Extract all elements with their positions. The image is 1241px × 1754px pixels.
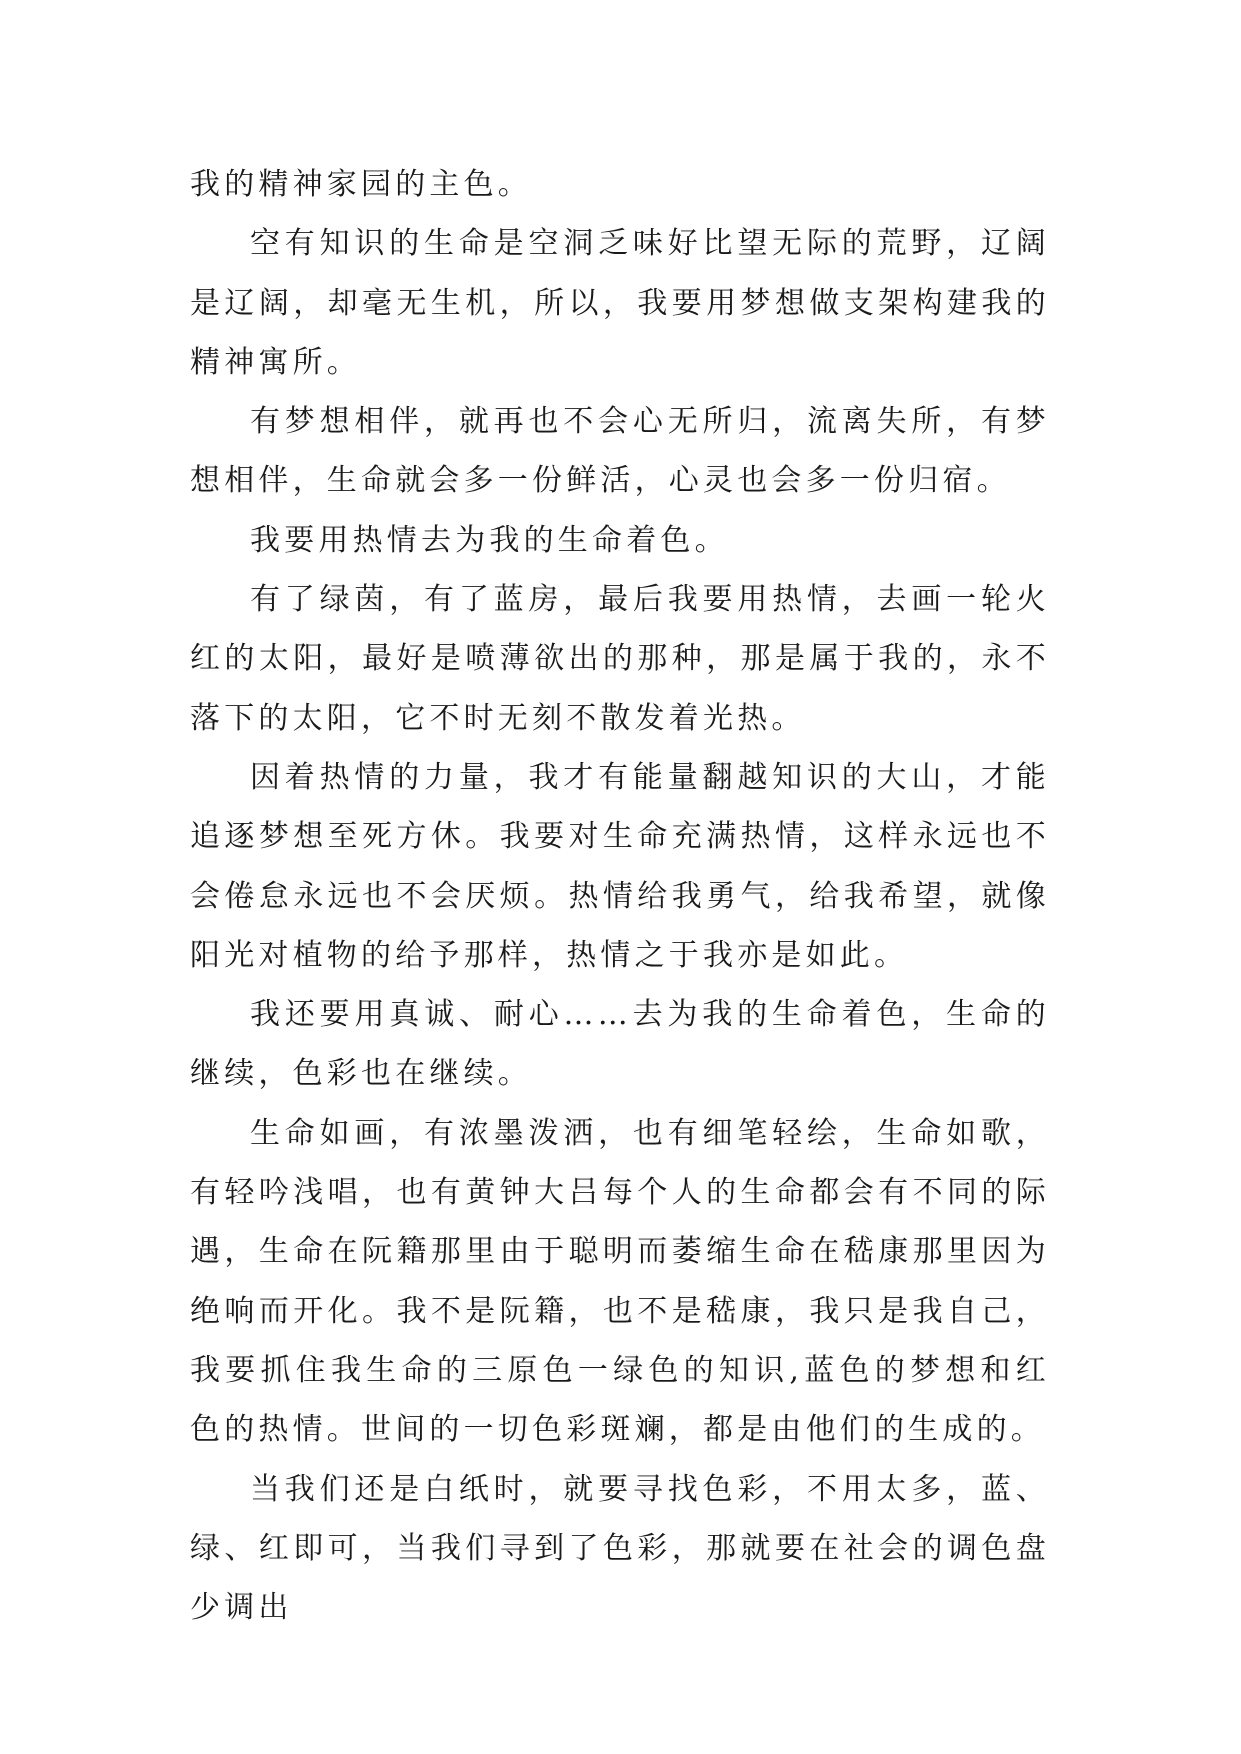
paragraph: 空有知识的生命是空洞乏味好比望无际的荒野，辽阔是辽阔，却毫无生机，所以，我要用梦想做支架构建我的精神寓所。 [190, 226, 1050, 380]
paragraph: 有梦想相伴，就再也不会心无所归，流离失所，有梦想相伴，生命就会多一份鲜活，心灵也会多一份归宿。 [190, 404, 1050, 499]
paragraph: 我要用热情去为我的生命着色。 [250, 522, 729, 558]
paragraph: 生命如画，有浓墨泼洒，也有细笔轻绘，生命如歌，有轻吟浅唱，也有黄钟大吕每个人的生命都会有不同的际遇，生命在阮籍那里由于聪明而萎缩生命在嵇康那里因为绝响而开化。我不是阮籍，也不是嵇康，我只是我自己，我要抓住我生命的三原色一绿色的知识,蓝色的梦想和红色的热情。世间的一切色彩斑斓，都是由他们的生成的。 [190, 1115, 1050, 1448]
paragraph: 有了绿茵，有了蓝房，最后我要用热情，去画一轮火红的太阳，最好是喷薄欲出的那种，那是属于我的，永不落下的太阳，它不时无刻不散发着光热。 [190, 582, 1050, 736]
paragraph: 当我们还是白纸时，就要寻找色彩，不用太多，蓝、绿、红即可，当我们寻到了色彩，那就要在社会的调色盘少调出 [190, 1471, 1050, 1626]
paragraph: 我还要用真诚、耐心……去为我的生命着色，生命的继续，色彩也在继续。 [190, 997, 1050, 1092]
document-body [190, 155, 1050, 1637]
paragraph-continuation: 我的精神家园的主色。 [190, 167, 532, 202]
paragraph: 因着热情的力量，我才有能量翻越知识的大山，才能追逐梦想至死方休。我要对生命充满热情，这样永远也不会倦怠永远也不会厌烦。热情给我勇气，给我希望，就像阳光对植物的给予那样，热情之于我亦是如此。 [190, 759, 1050, 973]
